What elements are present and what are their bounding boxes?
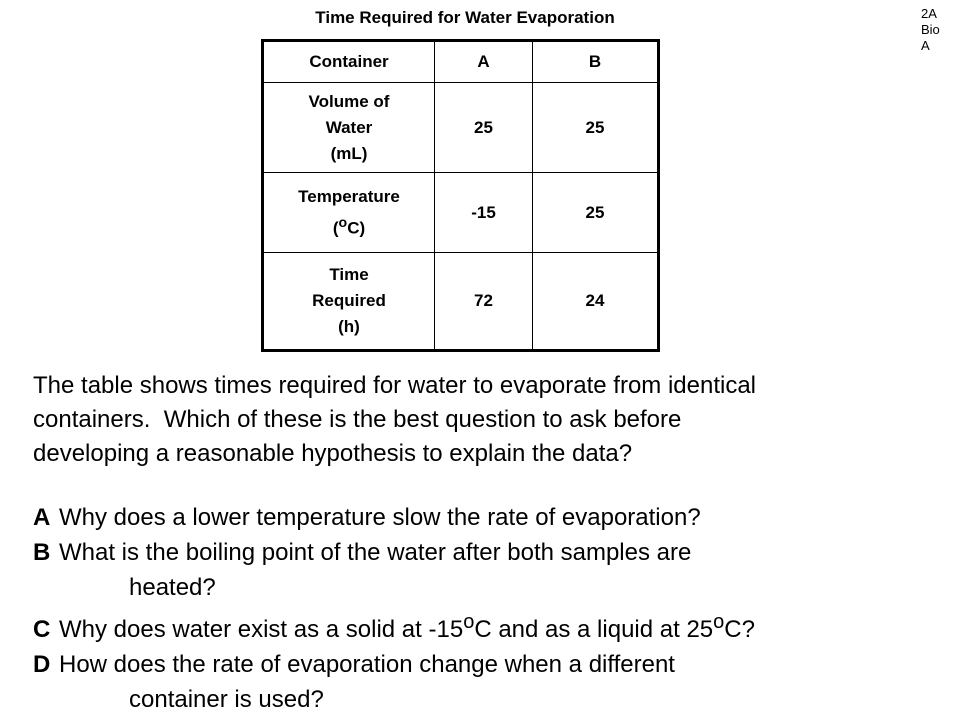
question-line: developing a reasonable hypothesis to explain the data? [33, 440, 633, 467]
table-header-row [263, 41, 659, 83]
header-container: Container [263, 41, 435, 83]
label-line: (h) [338, 317, 360, 336]
label-line: (mL) [330, 143, 368, 163]
cell-time-b: 24 [533, 253, 659, 351]
question-line: containers. Which of these is the best question to ask before [33, 406, 682, 433]
cell-volume-b: 25 [533, 83, 659, 173]
cell-temperature-a: -15 [435, 173, 533, 253]
corner-tag-line: A [921, 38, 930, 53]
degree-sup: o [338, 214, 348, 231]
header-a: A [435, 41, 533, 83]
evaporation-table [261, 39, 660, 352]
row-label-temperature [263, 173, 435, 253]
option-b[interactable] [33, 535, 953, 605]
option-text: What is the boiling point of the water after both samples are [59, 539, 692, 566]
corner-tag [921, 6, 940, 54]
option-c[interactable] [33, 605, 953, 647]
degree-sup: o [463, 611, 475, 633]
unit-open: ( [332, 218, 339, 238]
header-b: B [533, 41, 659, 83]
label-line: Required [312, 291, 386, 310]
option-d[interactable] [33, 647, 953, 717]
cell-volume-a: 25 [435, 83, 533, 173]
option-text: Why does water exist as a solid at -15 [59, 616, 464, 643]
option-letter: B [33, 539, 51, 566]
unit-close: C) [347, 218, 366, 238]
option-letter: C [33, 616, 51, 643]
cell-time-a: 72 [435, 253, 533, 351]
table-title: Time Required for Water Evaporation [315, 8, 615, 27]
table-row-time [263, 253, 659, 351]
row-label-volume [263, 83, 435, 173]
option-text: C? [724, 616, 755, 643]
option-text-continued: container is used? [129, 686, 324, 713]
option-text-continued: heated? [129, 574, 216, 601]
label-line: Temperature [298, 186, 400, 206]
cell-temperature-b: 25 [533, 173, 659, 253]
corner-tag-line: 2A [921, 6, 937, 21]
table-row-temperature [263, 173, 659, 253]
row-label-time [263, 253, 435, 351]
corner-tag-line: Bio [921, 22, 940, 37]
question-text [33, 369, 933, 471]
label-line: Water [325, 117, 373, 137]
option-letter: A [33, 504, 51, 531]
label-line: Volume of [308, 91, 390, 111]
option-a[interactable] [33, 500, 953, 535]
option-text: Why does a lower temperature slow the rate of evaporation? [59, 504, 701, 531]
question-line: The table shows times required for water to evaporate from identical [33, 372, 757, 399]
label-line [264, 210, 434, 242]
option-text: How does the rate of evaporation change when a different [59, 651, 675, 678]
label-line: Time [329, 265, 369, 284]
degree-sup: o [713, 611, 725, 633]
answer-options [33, 500, 953, 717]
table-row-volume [263, 83, 659, 173]
option-text: C and as a liquid at 25 [474, 616, 714, 643]
option-letter: D [33, 651, 51, 678]
